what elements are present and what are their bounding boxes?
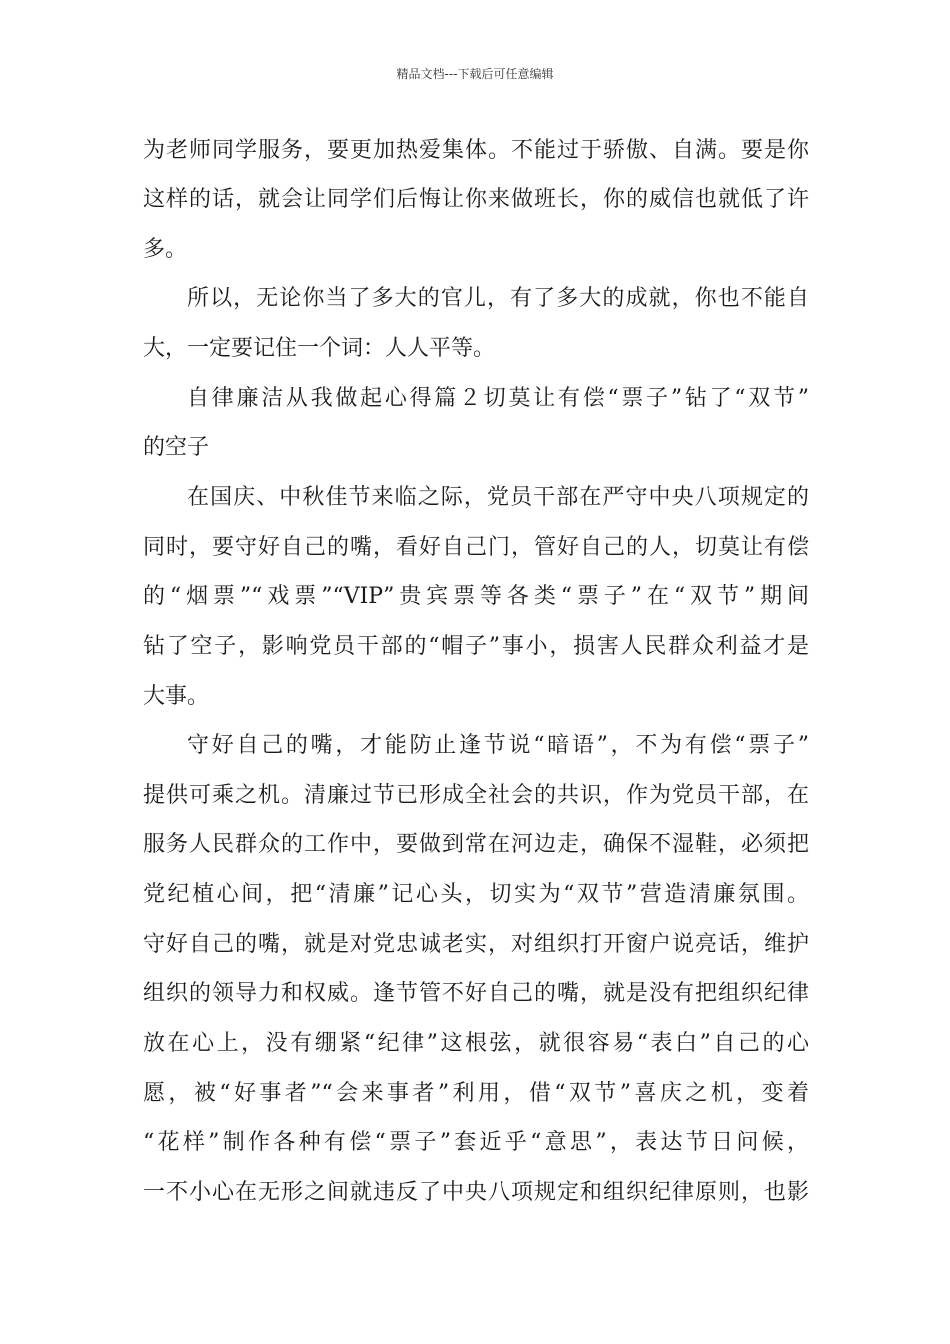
- text-line: 提供可乘之机。清廉过节已形成全社会的共识，作为党员干部，在: [143, 783, 809, 808]
- text-line: 守好自己的嘴，才能防止逢节说“暗语”，不为有偿“票子”: [187, 733, 809, 758]
- text-line: 所以，无论你当了多大的官儿，有了多大的成就，你也不能自: [187, 286, 809, 311]
- text-line: 服务人民群众的工作中，要做到常在河边走，确保不湿鞋，必须把: [143, 832, 809, 857]
- text-line: 大，一定要记住一个词：人人平等。: [143, 336, 496, 361]
- text-line: 的“烟票”“戏票”“VIP”贵宾票等各类“票子”在“双节”期间: [143, 584, 809, 609]
- text-line: 一不小心在无形之间就违反了中央八项规定和组织纪律原则，也影: [143, 1180, 809, 1205]
- text-line: 守好自己的嘴，就是对党忠诚老实，对组织打开窗户说亮话，维护: [143, 932, 809, 957]
- text-line: 大事。: [143, 684, 210, 709]
- text-line: 为老师同学服务，要更加热爱集体。不能过于骄傲、自满。要是你: [143, 138, 809, 163]
- page-header: 精品文档---下载后可任意编辑: [396, 67, 554, 81]
- text-line: 多。: [143, 237, 188, 262]
- text-line: 放在心上，没有绷紧“纪律”这根弦，就很容易“表白”自己的心: [143, 1031, 809, 1056]
- text-line: 同时，要守好自己的嘴，看好自己门，管好自己的人，切莫让有偿: [143, 535, 809, 560]
- text-line: 党纪植心间，把“清廉”记心头，切实为“双节”营造清廉氛围。: [143, 882, 809, 907]
- article-title-line: 的空子: [143, 435, 210, 460]
- text-line: 这样的话，就会让同学们后悔让你来做班长，你的威信也就低了许: [143, 187, 809, 212]
- text-line: 钻了空子，影响党员干部的“帽子”事小，损害人民群众利益才是: [143, 634, 809, 659]
- text-line: 组织的领导力和权威。逢节管不好自己的嘴，就是没有把组织纪律: [143, 981, 809, 1006]
- text-line: “花样”制作各种有偿“票子”套近乎“意思”，表达节日问候，: [143, 1130, 809, 1155]
- text-line: 在国庆、中秋佳节来临之际，党员干部在严守中央八项规定的: [187, 485, 809, 510]
- article-title-line: 自律廉洁从我做起心得篇２切莫让有偿“票子”钻了“双节”: [187, 386, 809, 411]
- text-line: 愿，被“好事者”“会来事者”利用，借“双节”喜庆之机，变着: [143, 1081, 809, 1106]
